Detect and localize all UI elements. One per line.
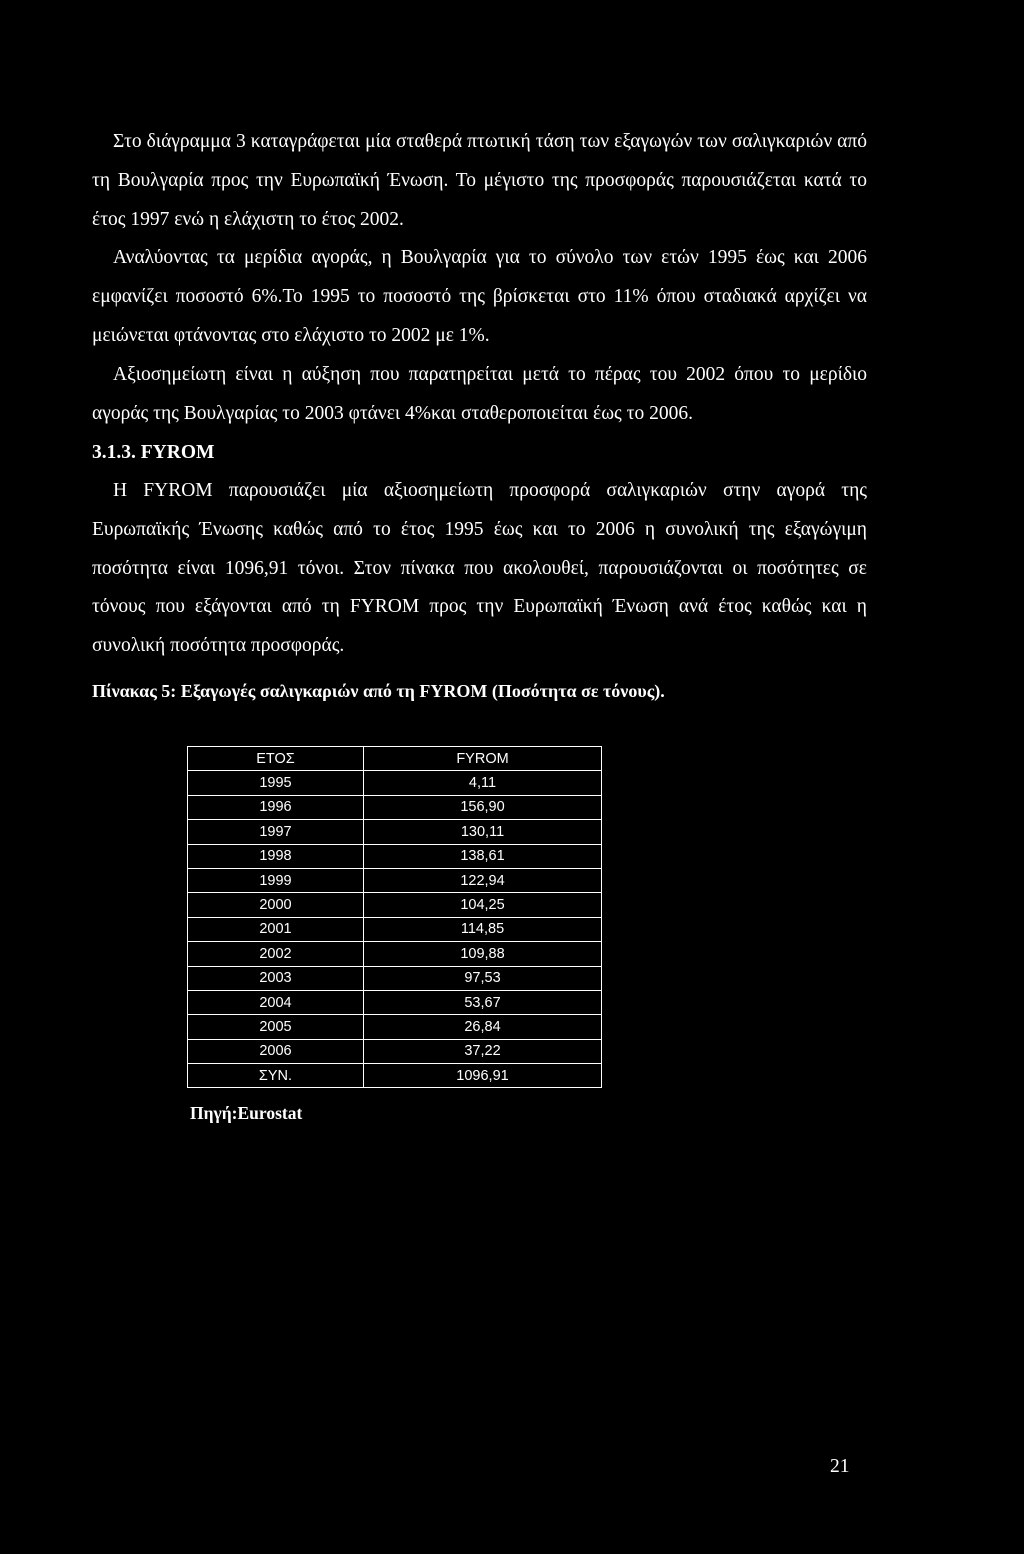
table-cell-year: 1998 bbox=[188, 844, 364, 868]
table-cell-value: 114,85 bbox=[364, 917, 602, 941]
table-cell-year: 2002 bbox=[188, 942, 364, 966]
exports-table bbox=[187, 746, 602, 1088]
table-cell-value: 1096,91 bbox=[364, 1064, 602, 1088]
table-row bbox=[188, 1039, 602, 1063]
table-cell-value: 138,61 bbox=[364, 844, 602, 868]
table-cell-year: ΣΥΝ. bbox=[188, 1064, 364, 1088]
column-header-year: ΕΤΟΣ bbox=[188, 747, 364, 771]
table-row bbox=[188, 990, 602, 1014]
table-cell-value: 122,94 bbox=[364, 868, 602, 892]
table-cell-year: 2004 bbox=[188, 990, 364, 1014]
table-cell-value: 26,84 bbox=[364, 1015, 602, 1039]
table-cell-value: 156,90 bbox=[364, 795, 602, 819]
page-number: 21 bbox=[830, 1456, 850, 1477]
table-cell-year: 2006 bbox=[188, 1039, 364, 1063]
paragraph-fyrom bbox=[92, 472, 867, 666]
table-header-row bbox=[188, 747, 602, 771]
paragraph-text: Αξιοσημείωτη είναι η αύξηση που παρατηρείται μετά το πέρας του 2002 όπου το μερίδιο αγοράς της Βουλγαρίας το 2003 φτάνει 4%και σταθεροποιείται έως το 2006. bbox=[92, 364, 867, 424]
table-cell-year: 2001 bbox=[188, 917, 364, 941]
table-row bbox=[188, 1064, 602, 1088]
paragraph-bulgaria-share bbox=[92, 356, 867, 434]
table-cell-year: 2005 bbox=[188, 1015, 364, 1039]
table-cell-value: 53,67 bbox=[364, 990, 602, 1014]
column-header-fyrom: FYROM bbox=[364, 747, 602, 771]
table-cell-year: 1996 bbox=[188, 795, 364, 819]
table-row bbox=[188, 1015, 602, 1039]
table-cell-year: 1995 bbox=[188, 771, 364, 795]
table-cell-value: 109,88 bbox=[364, 942, 602, 966]
table-row bbox=[188, 795, 602, 819]
table-cell-value: 104,25 bbox=[364, 893, 602, 917]
table-row bbox=[188, 893, 602, 917]
table-cell-value: 97,53 bbox=[364, 966, 602, 990]
paragraph-text: Η FYROM παρουσιάζει μία αξιοσημείωτη προσφορά σαλιγκαριών στην αγορά της Ευρωπαϊκής Ένωσης καθώς από το έτος 1995 έως και το 2006 η συνολική της εξαγώγιμη ποσότητα είναι 1096,91 τόνοι. Στον πίνακα που ακολουθεί, παρουσιάζονται οι ποσότητες σε τόνους που εξάγονται από τη FYROM προς την Ευρωπαϊκή Ένωση ανά έτος καθώς και η συνολική ποσότητα προσφοράς. bbox=[92, 480, 867, 657]
table-cell-year: 1997 bbox=[188, 820, 364, 844]
paragraph-text: Αναλύοντας τα μερίδια αγοράς, η Βουλγαρία για το σύνολο των ετών 1995 έως και 2006 εμφανίζει ποσοστό 6%.Το 1995 το ποσοστό της βρίσκεται στο 11% όπου σταδιακά αρχίζει να μειώνεται φτάνοντας στο ελάχιστο το 2002 με 1%. bbox=[92, 247, 867, 346]
paragraph-bulgaria-trend bbox=[92, 123, 867, 356]
paragraph-text: Στο διάγραμμα 3 καταγράφεται μία σταθερά πτωτική τάση των εξαγωγών των σαλιγκαριών από τη Βουλγαρία προς την Ευρωπαϊκή Ένωση. Το μέγιστο της προσφοράς παρουσιάζεται κατά το έτος 1997 ενώ η ελάχιστη το έτος 2002. bbox=[92, 131, 867, 230]
table-cell-value: 130,11 bbox=[364, 820, 602, 844]
table-caption: Πίνακας 5: Εξαγωγές σαλιγκαριών από τη FYROM (Ποσότητα σε τόνους). bbox=[92, 681, 665, 701]
table-row bbox=[188, 942, 602, 966]
table-row bbox=[188, 917, 602, 941]
table-body bbox=[188, 771, 602, 1088]
table-row bbox=[188, 844, 602, 868]
table-cell-year: 2000 bbox=[188, 893, 364, 917]
table-row bbox=[188, 820, 602, 844]
table-row bbox=[188, 868, 602, 892]
table-cell-value: 4,11 bbox=[364, 771, 602, 795]
section-heading: 3.1.3. FYROM bbox=[92, 442, 215, 463]
table-row bbox=[188, 771, 602, 795]
table-cell-year: 1999 bbox=[188, 868, 364, 892]
source-note: Πηγή:Eurostat bbox=[190, 1103, 303, 1123]
table-cell-year: 2003 bbox=[188, 966, 364, 990]
table-row bbox=[188, 966, 602, 990]
table-cell-value: 37,22 bbox=[364, 1039, 602, 1063]
